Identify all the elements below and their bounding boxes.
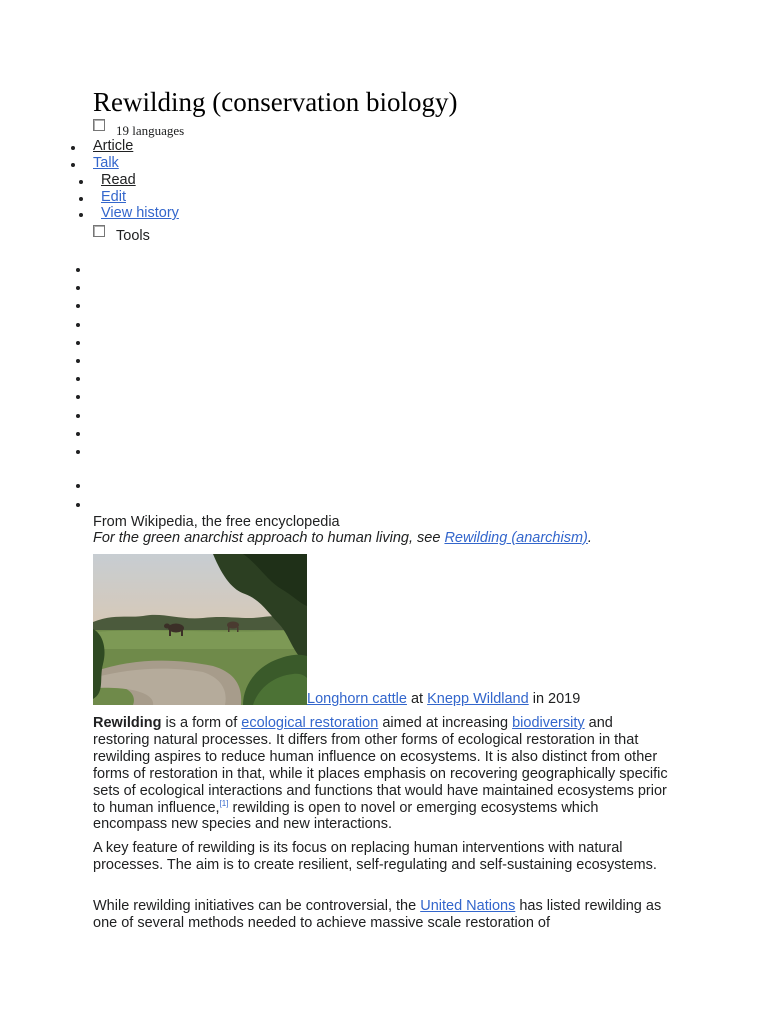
empty-list-bullet — [76, 304, 80, 308]
tab-view-history[interactable]: View history — [101, 205, 179, 221]
paragraph-un — [93, 898, 673, 932]
paragraph-text: While rewilding initiatives can be controversial, the — [93, 898, 421, 914]
link-ecological-restoration[interactable]: ecological restoration — [241, 715, 379, 731]
hatnote-text: For the green anarchist approach to human living, see — [93, 530, 445, 546]
term-bold: Rewilding — [93, 715, 162, 731]
tools-label[interactable]: Tools — [116, 228, 150, 244]
empty-list-bullet — [76, 323, 80, 327]
empty-list-bullet — [76, 432, 80, 436]
paragraph-key-feature: A key feature of rewilding is its focus on replacing human interventions with natural processes. The aim is to create resilient, self-regulating and self-sustaining ecosystems. — [93, 840, 657, 873]
empty-list-bullet — [76, 341, 80, 345]
paragraph-text: rewilding is open to novel or emerging ecosystems which encompass new species and new interactions. — [93, 799, 599, 833]
tab-read[interactable]: Read — [101, 172, 136, 188]
bullet — [79, 213, 83, 217]
caption-link-knepp-wildland[interactable]: Knepp Wildland — [427, 691, 529, 707]
tab-article[interactable]: Article — [93, 138, 134, 154]
paragraph-text: has listed rewilding as one of several methods needed to achieve massive scale restoration of — [93, 898, 662, 931]
longhorn-cattle-photo[interactable] — [93, 554, 307, 705]
citation-1[interactable]: [1] — [219, 798, 229, 808]
link-united-nations[interactable]: United Nations — [420, 898, 516, 914]
site-tagline: From Wikipedia, the free encyclopedia — [93, 514, 340, 530]
page-title: Rewilding (conservation biology) — [93, 87, 458, 117]
paragraph-intro — [93, 715, 673, 833]
languages-checkbox[interactable] — [93, 119, 105, 131]
empty-list-bullet — [76, 414, 80, 418]
empty-list-bullet — [76, 395, 80, 399]
hatnote-link-rewilding-anarchism[interactable]: Rewilding (anarchism) — [444, 530, 588, 546]
hatnote — [93, 530, 592, 547]
paragraph-text: aimed at increasing — [378, 715, 513, 731]
bullet — [79, 180, 83, 184]
caption-text-end: in 2019 — [528, 691, 581, 707]
tab-talk[interactable]: Talk — [93, 155, 119, 171]
link-biodiversity[interactable]: biodiversity — [512, 715, 585, 731]
empty-list-bullet — [76, 377, 80, 381]
caption-text: at — [406, 691, 428, 707]
empty-list-bullet — [76, 268, 80, 272]
bullet — [71, 146, 75, 150]
paragraph-text: is a form of — [161, 715, 242, 731]
bullet — [71, 163, 75, 167]
paragraph-text: and restoring natural processes. It differs from other forms of ecological restoration in that rewilding aspires to reduce human influence on ecosystems. It is also distinct from other forms of restoration in that, while it places emphasis on recovering geographically specific sets of ecological interactions and functions that would have maintained ecosystems prior to human influence, — [93, 715, 668, 816]
figure-caption — [307, 691, 580, 708]
bullet — [79, 197, 83, 201]
empty-list-bullet — [76, 286, 80, 290]
languages-label[interactable]: 19 languages — [116, 123, 185, 138]
landscape-image — [93, 554, 307, 705]
hatnote-suffix: . — [587, 530, 592, 546]
empty-list-bullet — [76, 450, 80, 454]
tools-checkbox[interactable] — [93, 225, 105, 237]
empty-list-bullet — [76, 359, 80, 363]
tab-edit[interactable]: Edit — [101, 189, 126, 205]
empty-list-bullet — [76, 484, 80, 488]
caption-link-longhorn-cattle[interactable]: Longhorn cattle — [307, 691, 407, 707]
empty-list-bullet — [76, 503, 80, 507]
